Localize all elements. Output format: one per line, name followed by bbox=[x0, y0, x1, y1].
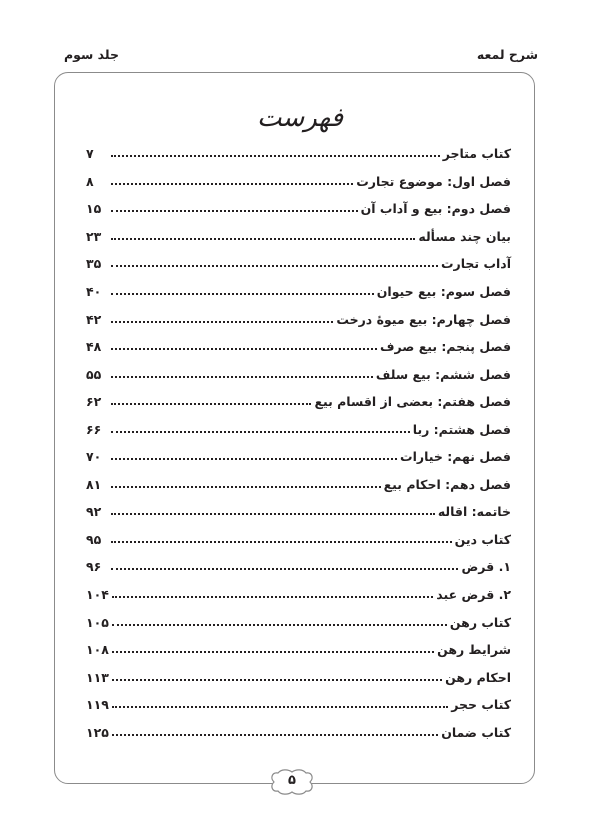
toc-entry[interactable] bbox=[86, 305, 511, 333]
toc-entry[interactable] bbox=[86, 415, 511, 443]
toc-entry[interactable] bbox=[86, 333, 511, 361]
toc-entry-page: ۷ bbox=[86, 146, 94, 162]
toc-entry[interactable] bbox=[86, 195, 511, 223]
leader-dots bbox=[111, 155, 440, 157]
toc-entry-title: ۱. قرض bbox=[461, 559, 511, 575]
table-of-contents bbox=[86, 140, 511, 746]
toc-entry-page: ۴۸ bbox=[86, 339, 102, 355]
toc-entry[interactable] bbox=[86, 471, 511, 499]
leader-dots bbox=[111, 568, 458, 570]
toc-entry-title: احکام رهن bbox=[445, 669, 511, 685]
leader-dots bbox=[111, 210, 358, 212]
toc-entry-title: فصل هشتم: ربا bbox=[412, 421, 511, 437]
toc-entry-title: فصل هفتم: بعضی از اقسام بیع bbox=[314, 394, 511, 410]
toc-entry-page: ۹۲ bbox=[86, 504, 102, 520]
leader-dots bbox=[111, 293, 374, 295]
toc-entry-page: ۱۲۵ bbox=[86, 724, 109, 740]
leader-dots bbox=[112, 706, 448, 708]
toc-entry-title: خاتمه: اقاله bbox=[437, 504, 511, 520]
leader-dots bbox=[112, 596, 433, 598]
toc-entry-page: ۷۰ bbox=[86, 449, 102, 465]
toc-entry[interactable] bbox=[86, 388, 511, 416]
toc-entry-page: ۱۰۵ bbox=[86, 614, 109, 630]
toc-entry-page: ۱۱۹ bbox=[86, 697, 109, 713]
toc-entry-page: ۹۶ bbox=[86, 559, 102, 575]
toc-entry[interactable] bbox=[86, 250, 511, 278]
leader-dots bbox=[112, 624, 447, 626]
toc-entry[interactable] bbox=[86, 360, 511, 388]
toc-entry-title: کتاب متاجر bbox=[442, 146, 511, 162]
toc-entry[interactable] bbox=[86, 443, 511, 471]
toc-entry[interactable] bbox=[86, 636, 511, 664]
toc-entry-title: فصل دوم: بیع و آداب آن bbox=[360, 201, 511, 217]
toc-entry-page: ۱۵ bbox=[86, 201, 102, 217]
toc-entry-page: ۲۳ bbox=[86, 228, 102, 244]
toc-entry[interactable] bbox=[86, 581, 511, 609]
leader-dots bbox=[111, 238, 415, 240]
toc-entry[interactable] bbox=[86, 498, 511, 526]
toc-entry-page: ۵۵ bbox=[86, 366, 102, 382]
running-header-volume: جلد سوم bbox=[64, 47, 119, 62]
toc-entry-page: ۸ bbox=[86, 173, 94, 189]
toc-entry-page: ۸۱ bbox=[86, 476, 102, 492]
toc-entry[interactable] bbox=[86, 223, 511, 251]
leader-dots bbox=[112, 734, 438, 736]
toc-entry-title: فصل چهارم: بیع میوهٔ درخت bbox=[336, 311, 511, 327]
toc-entry[interactable] bbox=[86, 526, 511, 554]
toc-entry-page: ۴۰ bbox=[86, 284, 102, 299]
toc-entry-page: ۱۰۴ bbox=[86, 587, 109, 603]
toc-entry[interactable] bbox=[86, 608, 511, 636]
toc-entry-page: ۶۶ bbox=[86, 421, 102, 437]
toc-entry-title: کتاب ضمان bbox=[441, 724, 511, 740]
toc-entry-title: فصل نهم: خیارات bbox=[400, 449, 511, 465]
toc-entry-page: ۳۵ bbox=[86, 256, 102, 272]
leader-dots bbox=[111, 376, 373, 378]
toc-entry[interactable] bbox=[86, 553, 511, 581]
toc-entry[interactable] bbox=[86, 140, 511, 168]
toc-entry[interactable] bbox=[86, 691, 511, 719]
leader-dots bbox=[112, 679, 442, 681]
leader-dots bbox=[111, 541, 452, 543]
toc-entry-page: ۹۵ bbox=[86, 531, 102, 547]
page-number-badge bbox=[266, 767, 318, 797]
toc-entry-title: آداب تجارت bbox=[440, 256, 511, 272]
page-number: ۵ bbox=[288, 773, 296, 788]
leader-dots bbox=[111, 265, 438, 267]
leader-dots bbox=[111, 431, 410, 433]
toc-entry-title: کتاب حجر bbox=[451, 697, 511, 713]
leader-dots bbox=[111, 458, 397, 460]
toc-entry-page: ۱۱۳ bbox=[86, 669, 109, 685]
toc-entry-title: فصل پنجم: بیع صرف bbox=[379, 339, 511, 355]
leader-dots bbox=[111, 403, 311, 405]
toc-entry-page: ۶۲ bbox=[86, 394, 102, 410]
toc-entry-title: فصل اول: موضوع تجارت bbox=[356, 173, 511, 189]
toc-entry-title: شرایط رهن bbox=[437, 642, 511, 658]
toc-entry-page: ۱۰۸ bbox=[86, 642, 109, 658]
toc-entry-title: فصل سوم: بیع حیوان bbox=[376, 284, 511, 299]
toc-entry[interactable] bbox=[86, 168, 511, 196]
leader-dots bbox=[111, 486, 381, 488]
toc-entry-title: کتاب رهن bbox=[449, 614, 511, 630]
toc-entry[interactable] bbox=[86, 278, 511, 306]
toc-entry-title: فصل ششم: بیع سلف bbox=[375, 366, 511, 382]
toc-entry[interactable] bbox=[86, 663, 511, 691]
leader-dots bbox=[111, 321, 333, 323]
toc-entry[interactable] bbox=[86, 718, 511, 746]
leader-dots bbox=[111, 348, 377, 350]
toc-entry-title: کتاب دین bbox=[454, 531, 511, 547]
toc-entry-title: فصل دهم: احکام بیع bbox=[383, 476, 511, 492]
toc-title: فهرست bbox=[256, 103, 344, 133]
running-header-book-title: شرح لمعه bbox=[476, 47, 538, 62]
toc-entry-page: ۴۲ bbox=[86, 311, 102, 327]
leader-dots bbox=[112, 651, 434, 653]
leader-dots bbox=[111, 183, 353, 185]
toc-entry-title: ۲. قرض عبد bbox=[436, 587, 511, 603]
toc-entry-title: بیان چند مسأله bbox=[418, 228, 511, 244]
leader-dots bbox=[111, 513, 435, 515]
